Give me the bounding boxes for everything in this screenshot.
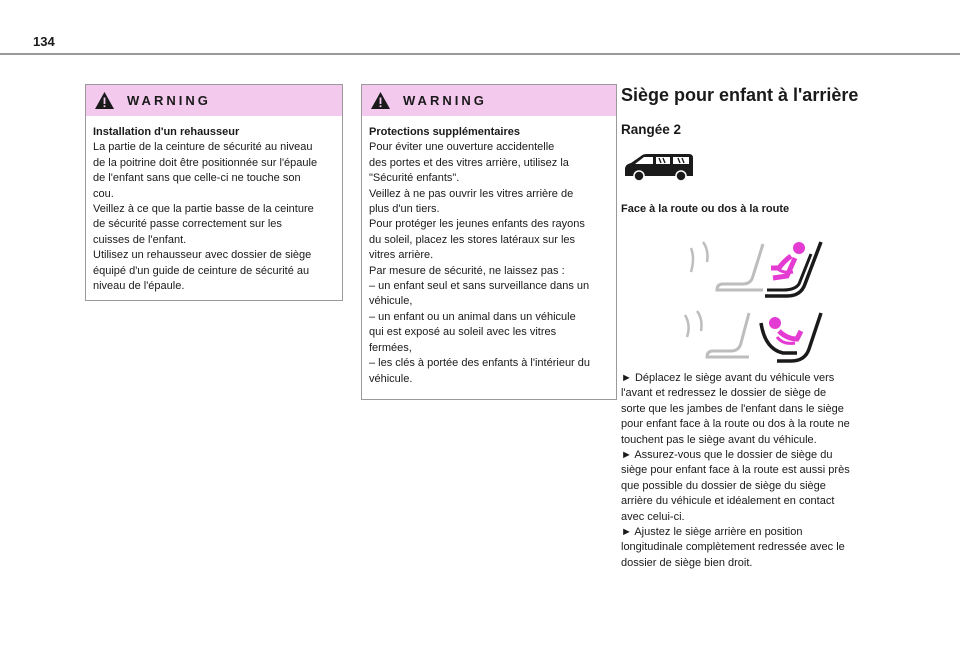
warning-line: cou. — [93, 187, 114, 200]
section-title: Siège pour enfant à l'arrière — [621, 85, 859, 105]
forward-facing-seat-illustration — [683, 236, 833, 306]
warning-line: Utilisez un rehausseur avec dossier de siège — [93, 249, 312, 262]
page-number: 134 — [33, 34, 55, 49]
warning-line: vitres arrière. — [369, 249, 434, 262]
warning-triangle-icon — [94, 91, 115, 110]
instruction-line: l'avant et redressez le dossier de siège de — [621, 387, 827, 400]
warning-line: véhicule, — [369, 295, 413, 308]
warning-line: – un enfant seul et sans surveillance dans un — [369, 280, 590, 293]
instructions-text — [621, 371, 886, 571]
instruction-line: ► Ajustez le siège arrière en position — [621, 526, 803, 539]
instruction-line: ► Déplacez le siège avant du véhicule vers — [621, 372, 835, 384]
warning-title: WARNING — [403, 93, 487, 108]
warning-line: – les clés à portée des enfants à l'intérieur du — [369, 357, 591, 370]
warning-line: "Sécurité enfants". — [369, 172, 460, 185]
warning-triangle-icon — [370, 91, 391, 110]
instruction-line: siège pour enfant face à la route est aussi près — [621, 464, 850, 477]
warning-line: véhicule. — [369, 372, 413, 385]
warning-line: Pour éviter une ouverture accidentelle — [369, 141, 555, 154]
warning-box-booster — [85, 84, 343, 301]
warning-line: cuisses de l'enfant. — [93, 233, 187, 246]
warning-line: – un enfant ou un animal dans un véhicule — [369, 310, 576, 323]
warning-header — [362, 85, 616, 116]
warning-line: de la poitrine doit être positionnée sur l'épaule — [93, 156, 318, 169]
warning-line: Par mesure de sécurité, ne laissez pas : — [369, 264, 565, 277]
warning-body — [362, 116, 616, 387]
warning-line: Pour protéger les jeunes enfants des rayons — [369, 218, 585, 231]
orientation-label: Face à la route ou dos à la route — [621, 203, 790, 215]
instruction-line: avec celui-ci. — [621, 510, 685, 523]
subsection-title: Rangée 2 — [621, 122, 682, 137]
instruction-line: que possible du dossier de siège du siège — [621, 479, 826, 492]
instruction-line: longitudinale complètement redressée avec le — [621, 541, 845, 554]
warning-line: plus d'un tiers. — [369, 203, 440, 216]
instruction-line: touchent pas le siège avant du véhicule. — [621, 433, 817, 446]
instruction-line: ► Assurez-vous que le dossier de siège du — [621, 449, 833, 462]
warning-line: Veillez à ce que la partie basse de la ceinture — [93, 203, 314, 216]
warning-body — [86, 116, 342, 294]
instruction-line: pour enfant face à la route ou dos à la route ne — [621, 418, 850, 431]
child-seat-section — [621, 84, 891, 569]
warning-line: de l'enfant sans que celle-ci ne touche son — [93, 172, 301, 185]
instruction-line: sorte que les jambes de l'enfant dans le siège — [621, 402, 844, 415]
instruction-line: dossier de siège bien droit. — [621, 556, 753, 569]
warning-line: des portes et des vitres arrière, utilisez la — [369, 156, 569, 169]
warning-line: Veillez à ne pas ouvrir les vitres arrière de — [369, 187, 574, 200]
warning-line: de sécurité passe correctement sur les — [93, 218, 282, 231]
warning-heading: Protections supplémentaires — [369, 126, 520, 138]
header-rule — [0, 53, 960, 55]
warning-line: niveau de l'épaule. — [93, 280, 185, 293]
warning-line: La partie de la ceinture de sécurité au niveau — [93, 141, 313, 154]
warning-line: fermées, — [369, 341, 412, 354]
warning-header — [86, 85, 342, 116]
warning-heading: Installation d'un rehausseur — [93, 126, 240, 138]
warning-title: WARNING — [127, 93, 211, 108]
rear-facing-seat-illustration — [679, 309, 829, 367]
warning-line: du soleil, placez les stores latéraux sur les — [369, 233, 576, 246]
instruction-line: arrière du véhicule et idéalement en contact — [621, 495, 835, 508]
warning-box-protections — [361, 84, 617, 400]
warning-line: équipé d'un guide de ceinture de sécurité au — [93, 264, 310, 277]
van-icon — [623, 152, 695, 182]
warning-line: qui est exposé au soleil avec les vitres — [369, 326, 557, 339]
